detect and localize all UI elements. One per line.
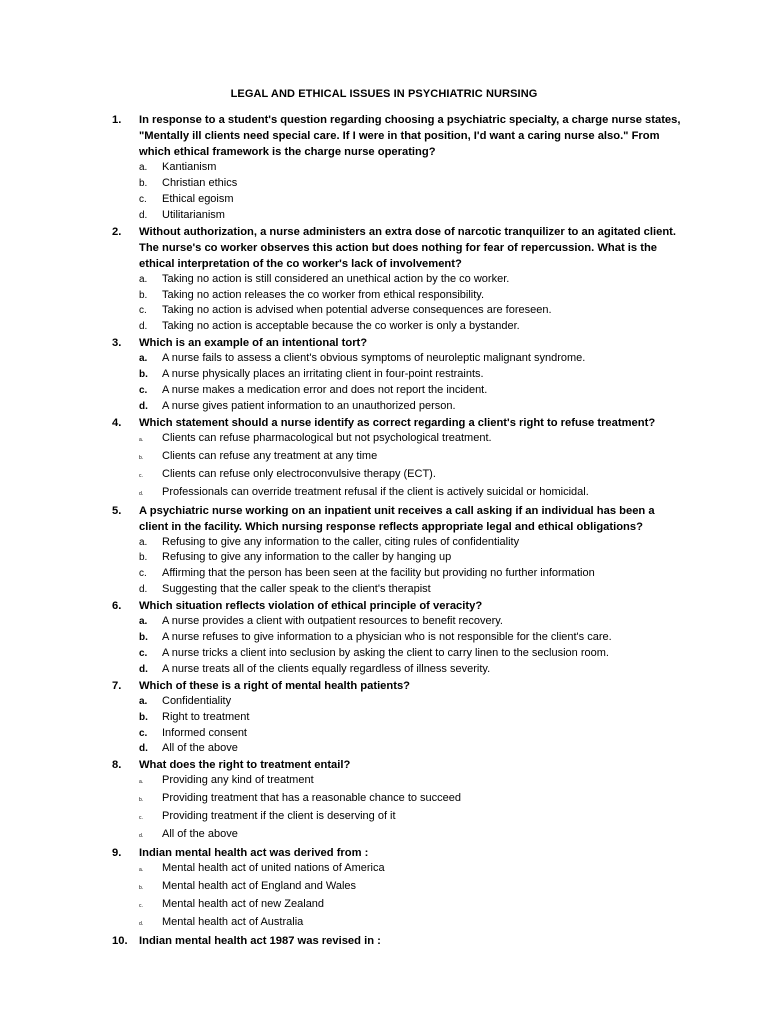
option-letter: a.	[139, 616, 148, 628]
option-item	[139, 566, 682, 582]
option-item	[139, 399, 682, 415]
question-item	[112, 112, 682, 224]
option-letter: c.	[139, 472, 143, 479]
question-item	[112, 845, 682, 933]
option-text: Providing any kind of treatment	[162, 774, 314, 787]
option-item	[139, 319, 682, 335]
option-letter: c.	[139, 193, 147, 205]
option-item	[139, 710, 682, 726]
question-text: Which of these is a right of mental health patients?	[139, 679, 411, 692]
question-text: Indian mental health act was derived from :	[139, 847, 369, 859]
option-item	[139, 809, 682, 827]
option-item	[139, 176, 682, 192]
option-letter: b.	[139, 797, 144, 804]
option-list	[112, 535, 682, 599]
option-list	[112, 614, 682, 678]
question-number: 7.	[112, 679, 122, 692]
question-item	[112, 598, 682, 678]
option-text: All of the above	[162, 828, 238, 841]
option-letter: a.	[139, 779, 144, 786]
option-item	[139, 535, 682, 551]
option-letter: d.	[139, 321, 148, 333]
option-letter: d.	[139, 584, 148, 596]
option-letter: a.	[139, 273, 148, 285]
option-item	[139, 915, 682, 933]
option-list	[112, 694, 682, 758]
option-item	[139, 449, 682, 467]
option-text: A nurse fails to assess a client's obvious symptoms of neuroleptic malignant syndrome.	[162, 352, 586, 365]
option-item	[139, 662, 682, 678]
option-item	[139, 192, 682, 208]
option-text: Clients can refuse any treatment at any time	[162, 449, 378, 462]
option-item	[139, 694, 682, 710]
option-text: Refusing to give any information to the caller by hanging up	[162, 551, 452, 564]
option-letter: d.	[139, 743, 148, 755]
question-number: 5.	[112, 504, 122, 517]
option-text: Providing treatment that has a reasonable chance to succeed	[162, 792, 462, 805]
option-list	[112, 160, 682, 224]
option-item	[139, 288, 682, 304]
question-number: 10.	[112, 934, 128, 947]
option-item	[139, 879, 682, 897]
option-list	[112, 861, 682, 933]
option-text: Utilitarianism	[162, 208, 225, 221]
option-letter: d.	[139, 663, 148, 675]
option-letter: a.	[139, 162, 148, 173]
option-letter: b.	[139, 369, 148, 381]
option-item	[139, 646, 682, 662]
option-text: A nurse provides a client with outpatient resources to benefit recovery.	[162, 615, 503, 628]
option-text: Refusing to give any information to the caller, citing rules of confidentiality	[162, 535, 520, 548]
option-text: Suggesting that the caller speak to the client's therapist	[162, 583, 431, 596]
option-item	[139, 614, 682, 630]
option-item	[139, 351, 682, 367]
option-list	[112, 431, 682, 503]
option-text: A nurse refuses to give information to a physician who is not responsible for the client's care.	[162, 631, 612, 644]
document-title: LEGAL AND ETHICAL ISSUES IN PSYCHIATRIC NURSING	[230, 88, 538, 100]
question-text: Which situation reflects violation of ethical principle of veracity?	[139, 600, 483, 613]
option-text: Affirming that the person has been seen at the facility but providing no further information	[162, 567, 595, 580]
question-item	[112, 415, 682, 503]
option-item	[139, 827, 682, 845]
option-item	[139, 383, 682, 399]
option-item	[139, 431, 682, 449]
option-item	[139, 272, 682, 288]
option-item	[139, 773, 682, 791]
option-item	[139, 791, 682, 809]
option-letter: b.	[139, 454, 144, 461]
question-item	[112, 757, 682, 845]
option-letter: b.	[139, 177, 148, 189]
option-letter: c.	[139, 727, 148, 739]
option-letter: b.	[139, 552, 148, 564]
option-item	[139, 726, 682, 742]
option-text: Confidentiality	[162, 694, 232, 707]
question-text: Without authorization, a nurse administers an extra dose of narcotic tranquilizer to an agitated client. The nurse's co worker observes this action but does nothing for fear of repercussion. What is the ethical interpretation of the co worker's lack of involvement?	[139, 225, 676, 270]
option-letter: b.	[139, 632, 148, 644]
question-text: Indian mental health act 1987 was revised in :	[139, 934, 381, 947]
option-letter: a.	[139, 695, 148, 707]
option-letter: c.	[139, 815, 143, 822]
option-text: Professionals can override treatment refusal if the client is actively suicidal or homicidal.	[162, 485, 589, 498]
option-item	[139, 582, 682, 598]
option-list	[112, 351, 682, 415]
question-item	[112, 678, 682, 758]
question-number: 4.	[112, 416, 122, 429]
question-item	[112, 224, 682, 336]
option-text: Informed consent	[162, 726, 247, 739]
option-item	[139, 630, 682, 646]
question-item	[112, 335, 682, 415]
question-item	[112, 933, 682, 949]
option-text: Mental health act of new Zealand	[162, 897, 325, 910]
question-number: 2.	[112, 225, 122, 238]
option-letter: a.	[139, 436, 144, 443]
option-list	[112, 773, 682, 845]
option-text: A nurse treats all of the clients equally regardless of illness severity.	[162, 662, 491, 675]
option-text: Christian ethics	[162, 176, 238, 189]
question-number: 3.	[112, 337, 122, 350]
question-number: 1.	[112, 114, 122, 126]
question-text: In response to a student's question regarding choosing a psychiatric specialty, a charge nurse states, "Mentally ill clients need special care. If I were in that position, I'd want a caring nurse also." From which ethical framework is the charge nurse operating?	[139, 114, 681, 158]
option-text: Kantianism	[162, 161, 217, 173]
option-letter: c.	[139, 305, 147, 317]
question-text: Which is an example of an intentional tort?	[139, 337, 368, 350]
option-letter: b.	[139, 884, 144, 891]
option-letter: a.	[139, 867, 144, 873]
option-text: Right to treatment	[162, 710, 250, 723]
option-text: Clients can refuse pharmacological but not psychological treatment.	[162, 431, 492, 444]
option-item	[139, 367, 682, 383]
option-list	[112, 272, 682, 336]
option-text: Mental health act of united nations of America	[162, 862, 385, 874]
option-text: A nurse physically places an irritating client in four-point restraints.	[162, 368, 484, 381]
option-letter: c.	[139, 568, 147, 580]
option-letter: c.	[139, 385, 148, 397]
option-text: Ethical egoism	[162, 192, 234, 205]
question-number: 6.	[112, 600, 122, 613]
option-letter: d.	[139, 920, 144, 927]
question-list	[112, 112, 682, 949]
option-item	[139, 741, 682, 757]
option-letter: d.	[139, 400, 148, 412]
question-text: Which statement should a nurse identify as correct regarding a client's right to refuse treatment?	[139, 416, 656, 429]
option-item	[139, 467, 682, 485]
option-item	[139, 550, 682, 566]
option-letter: d.	[139, 209, 148, 221]
option-letter: a.	[139, 353, 148, 365]
option-item	[139, 208, 682, 224]
option-item	[139, 485, 682, 503]
option-text: A nurse makes a medication error and does not report the incident.	[162, 384, 488, 397]
option-item	[139, 303, 682, 319]
option-letter: d.	[139, 833, 144, 840]
question-text: What does the right to treatment entail?	[139, 759, 351, 772]
option-text: Taking no action is acceptable because the co worker is only a bystander.	[162, 320, 520, 333]
option-text: Mental health act of England and Wales	[162, 879, 357, 892]
option-letter: a.	[139, 536, 148, 548]
question-number: 8.	[112, 759, 122, 772]
question-number: 9.	[112, 847, 122, 859]
option-letter: b.	[139, 289, 148, 301]
option-text: A nurse tricks a client into seclusion by asking the client to carry linen to the seclusion room.	[162, 646, 609, 659]
option-text: Taking no action is still considered an unethical action by the co worker.	[162, 272, 510, 285]
option-text: Taking no action is advised when potential adverse consequences are foreseen.	[162, 304, 552, 317]
option-item	[139, 160, 682, 176]
option-text: All of the above	[162, 742, 238, 755]
option-letter: d.	[139, 490, 144, 497]
option-text: Providing treatment if the client is deserving of it	[162, 810, 396, 823]
option-item	[139, 861, 682, 879]
option-letter: c.	[139, 902, 143, 909]
option-letter: b.	[139, 711, 148, 723]
option-item	[139, 897, 682, 915]
question-text: A psychiatric nurse working on an inpatient unit receives a call asking if an individual has been a client in the facility. Which nursing response reflects appropriate legal and ethical obligations?	[139, 504, 655, 533]
option-text: Mental health act of Australia	[162, 915, 304, 928]
question-item	[112, 503, 682, 599]
option-text: Clients can refuse only electroconvulsive therapy (ECT).	[162, 467, 436, 480]
option-text: Taking no action releases the co worker from ethical responsibility.	[162, 288, 485, 301]
option-letter: c.	[139, 647, 148, 659]
option-text: A nurse gives patient information to an unauthorized person.	[162, 399, 456, 412]
